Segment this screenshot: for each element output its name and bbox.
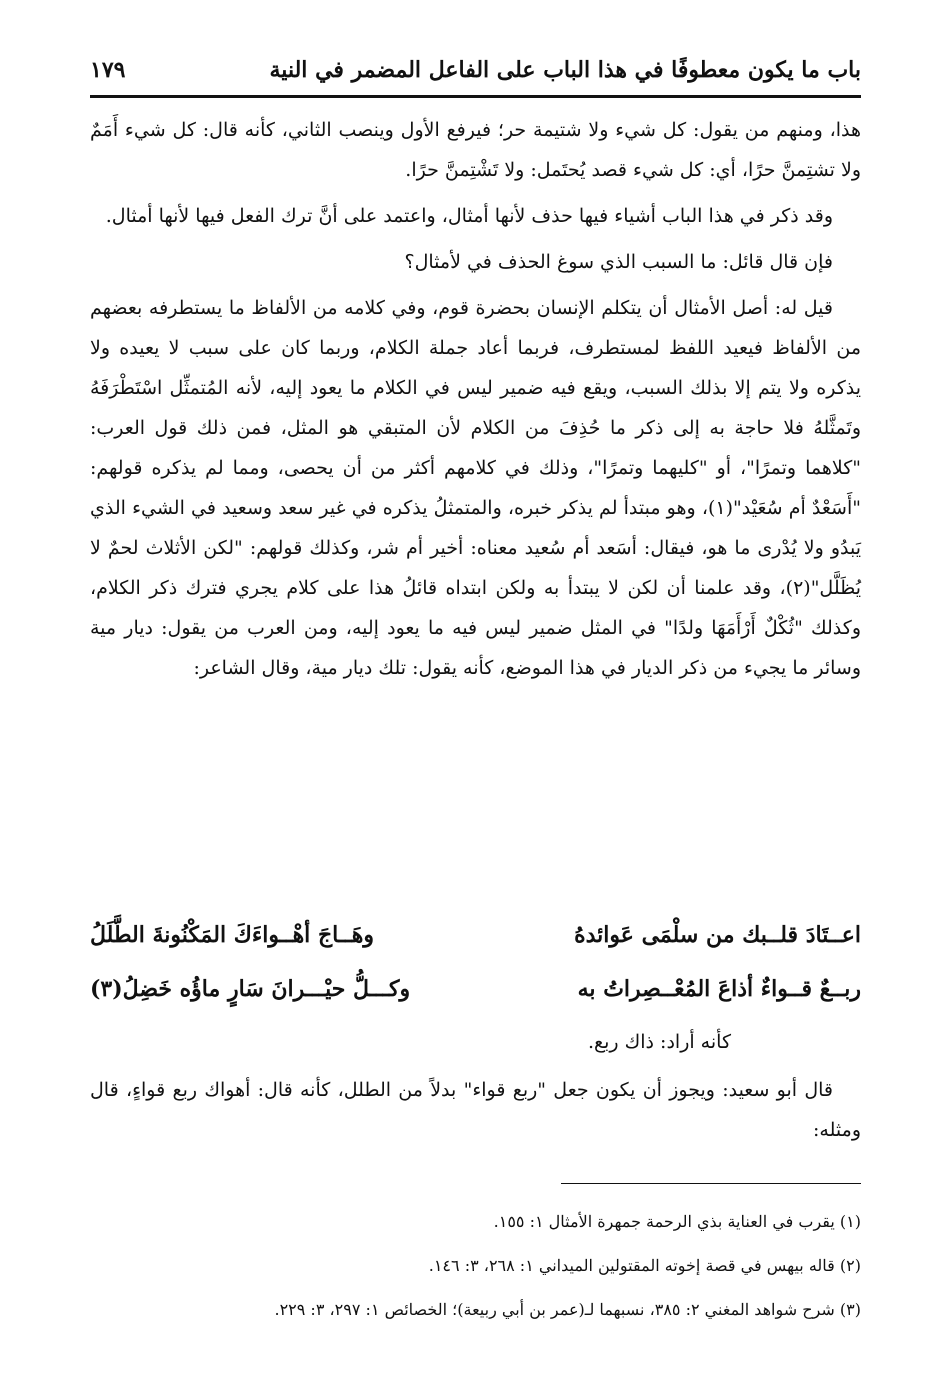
poem: [90, 908, 861, 1016]
paragraph: فإن قال قائل: ما السبب الذي سوغ الحذف في لأمثال؟: [404, 251, 833, 273]
poem-second-hemistich: وهَــاجَ أهْــواءَكَ المَكْنُونةَ الطَّلَلُ: [90, 922, 374, 948]
poem-verse: [90, 908, 861, 962]
footnote-rule: [561, 1183, 861, 1184]
running-header: [90, 50, 861, 90]
paragraph: وقد ذكر في هذا الباب أشياء فيها حذف لأنها أمثال، واعتمد على أنَّ ترك الفعل فيها لأنها أمثال.: [105, 205, 833, 227]
main-text: [90, 110, 861, 688]
paragraph: هذا، ومنهم من يقول: كل شيء ولا شتيمة حر؛ فيرفع الأول وينصب الثاني، كأنه قال: كل شيء أَمَمٌ ولا تشتِمنَّ حرًا، أي: كل شيء قصد يُحتَمل: ولا تَشْتِمنَّ حرًا.: [90, 119, 861, 181]
chapter-title: باب ما يكون معطوفًا في هذا الباب على الفاعل المضمر في النية: [269, 57, 861, 83]
poem-first-hemistich: اعــتَادَ قلــبك من سلْمَى عَوائدهُ: [574, 922, 861, 948]
poem-second-hemistich: وكـــلُّ حيْـــرانَ سَارٍ ماؤُه خَضِلُ(٣): [90, 976, 411, 1002]
header-rule: [90, 95, 861, 98]
poem-verse: [90, 962, 861, 1016]
paragraph: قيل له: أصل الأمثال أن يتكلم الإنسان بحضرة قوم، وفي كلامه من الألفاظ ما يستطرفه بعضهم من الألفاظ فيعيد اللفظ لمستطرف، فربما أعاد جملة الكلام، وربما كان على سبب لا يعيده ولا يذكره ولا يتم إلا بذلك السبب، ويقع فيه ضمير ليس في الكلام ما يعود إليه، لأنه المُتمثِّل اسْتَطْرَفَهُ وتَمثَّلهُ فلا حاجة به إلى ذكر ما حُذِفَ من الكلام لأن المتبقي هو المثل، فمن ذلك قول العرب: "كلاهما وتمرًا"، أو "كليهما وتمرًا"، وذلك في كلامهم أكثر من أن يحصى، ومما لم يذكره قولهم: "أَسَعْدٌ أم سُعَيْد"(١)، وهو مبتدأ لم يذكر خبره، والمتمثلُ يذكره في غير سعد وسعيد في الشيء الذي يَبدُو ولا يُدْرى ما هو، فيقال: أسَعد أم سُعيد معناه: أخير أم شر، وكذلك قولهم: "لكن الأثلاث لحمٌ لا يُظَلَّل"(٢)، وقد علمنا أن لكن لا يبتدأ به ولكن ابتداه قائلُ هذا على كلام يجري فترك ذكر الكلام، وكذلك "ثُكْلٌ أَرْأَمَهَا ولدًا" في المثل ضمير ليس فيه ما يعود إليه، ومن العرب من يقول: ديار مية وسائر ما يجيء من ذكر الديار في هذا الموضع، كأنه يقول: تلك ديار مية، وقال الشاعر:: [90, 297, 861, 679]
post-poem-text: [90, 1022, 861, 1150]
poem-first-hemistich: ربــعٌ قــواءٌ أذاعَ المُعْــصِراتُ به: [577, 976, 861, 1002]
paragraph: قال أبو سعيد: ويجوز أن يكون جعل "ربع قواء" بدلاً من الطلل، كأنه قال: أهواك ربع قواءٍ، قال ومثله:: [90, 1079, 861, 1141]
page-number: ١٧٩: [90, 57, 126, 83]
footnote: (٢) قاله بيهس في قصة إخوته المقتولين الميداني ١: ٢٦٨، ٣: ١٤٦.: [428, 1256, 861, 1275]
footnotes: [90, 1200, 861, 1332]
footnote: (٣) شرح شواهد المغني ٢: ٣٨٥، نسبهما لـ(عمر بن أبي ربيعة)؛ الخصائص ١: ٢٩٧، ٣: ٢٢٩.: [274, 1300, 861, 1319]
footnote: (١) يقرب في العناية بذي الرحمة جمهرة الأمثال ١: ١٥٥.: [493, 1212, 861, 1231]
paragraph: كأنه أراد: ذاك ربع.: [587, 1031, 731, 1053]
